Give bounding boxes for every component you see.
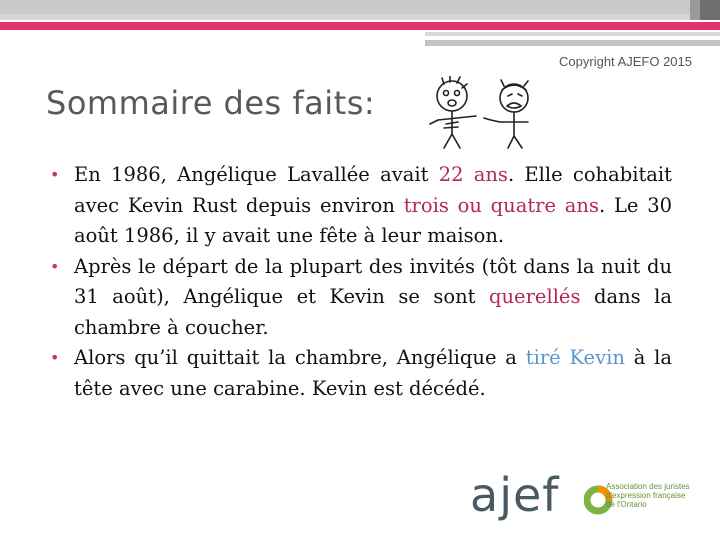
header-underbar — [425, 40, 720, 46]
highlight-text: 22 ans — [438, 163, 508, 186]
header-bar-corner-dark — [700, 0, 720, 20]
bullet-item-2 — [48, 252, 672, 344]
logo-tagline-line: d'expression française — [606, 491, 686, 500]
header-underbar-light — [425, 32, 720, 36]
highlight-text: querellés — [489, 285, 581, 308]
text: dans la chambre à coucher. — [74, 285, 673, 339]
logo-tagline-line: de l'Ontario — [606, 500, 647, 509]
text: . Le 30 août 1986, il y avait une fête à leur maison. — [74, 193, 673, 247]
copyright-notice: Copyright AJEFO 2015 — [559, 54, 692, 69]
header-bar-corner-mid — [690, 0, 700, 20]
text: à la tête avec une carabine. Kevin est décédé. — [74, 346, 672, 400]
bullet-marker: • — [50, 165, 60, 184]
highlight-text: trois ou quatre ans — [403, 193, 599, 217]
slide-title: Sommaire des faits: — [46, 84, 376, 122]
bullet-list — [48, 160, 672, 404]
header-bar-gray-light — [0, 14, 700, 20]
text: En 1986, Angélique Lavallée avait — [74, 163, 439, 186]
header-bar-accent — [0, 22, 720, 30]
bullet-item-1 — [48, 160, 672, 252]
bullet-marker: • — [50, 256, 60, 276]
highlight-text: tiré Kevin — [525, 346, 625, 369]
logo-wordmark: ajef — [470, 468, 560, 522]
logo-tagline — [606, 482, 690, 509]
bullet-marker: • — [50, 348, 60, 367]
ajefo-logo — [470, 468, 700, 524]
text: Alors qu’il quittait la chambre, Angélique a — [74, 346, 526, 369]
logo-tagline-line: Association des juristes — [606, 482, 690, 491]
text: . Elle cohabitait avec Kevin Rust depuis environ — [74, 163, 672, 217]
text: Après le départ de la plupart des invités (tôt dans la nuit du 31 août), Angélique et Kevin se sont — [74, 254, 672, 308]
stick-figures-illustration — [414, 76, 544, 150]
header-bar-gray — [0, 0, 700, 14]
bullet-item-3 — [48, 343, 672, 404]
